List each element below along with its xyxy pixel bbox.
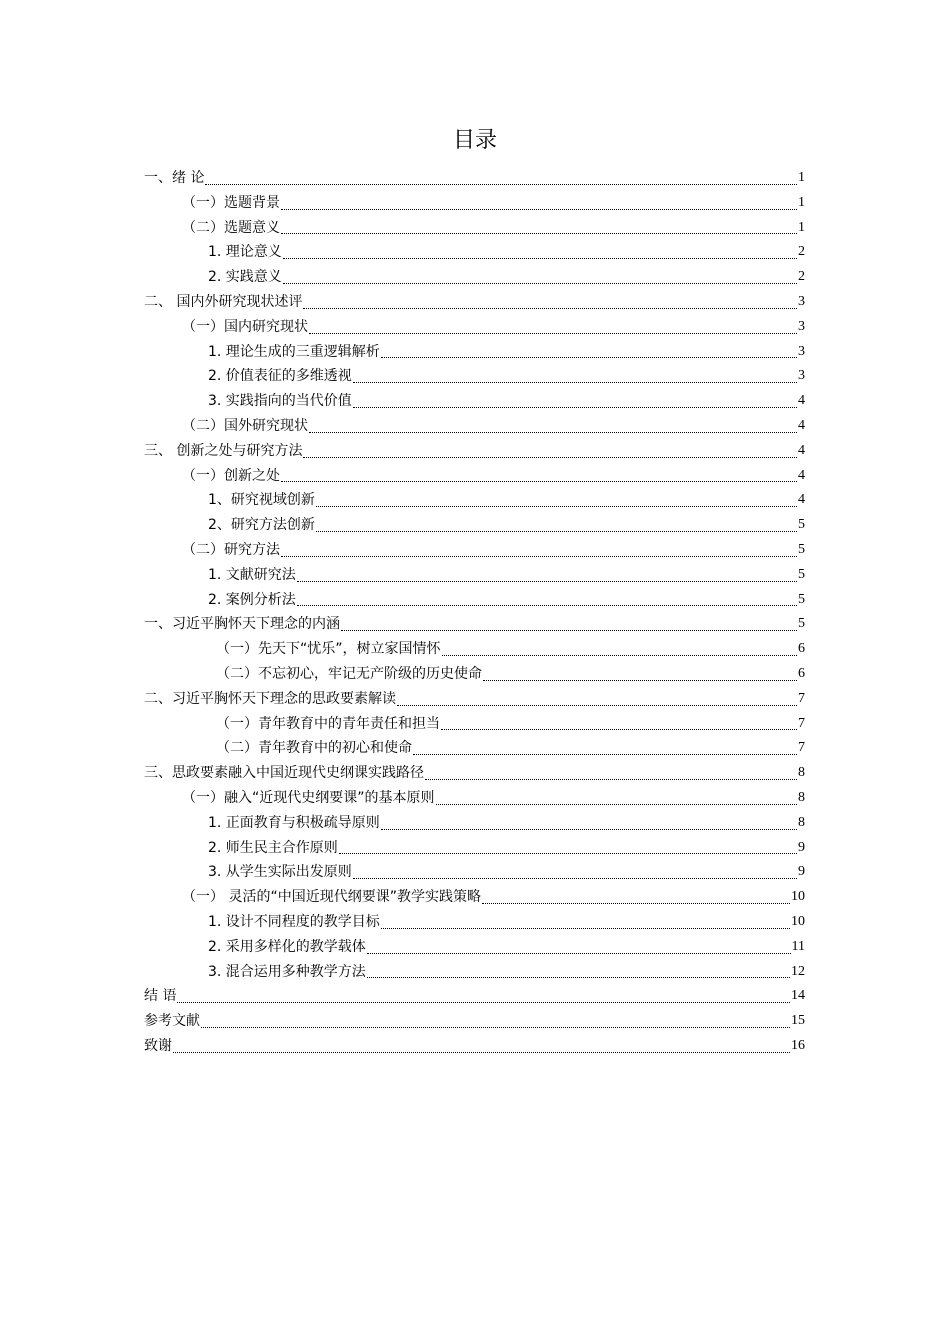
toc-entry-label: 1. 设计不同程度的教学目标 (208, 913, 380, 930)
toc-entry-label: 3. 混合运用多种教学方法 (208, 963, 366, 980)
toc-entry[interactable] (144, 960, 805, 985)
toc-page-number: 16 (791, 1037, 805, 1053)
toc-page-number: 7 (798, 740, 805, 756)
toc-page-number: 4 (798, 467, 805, 483)
toc-entry-label: 1、研究视域创新 (208, 492, 315, 509)
toc-entry-label: 三、思政要素融入中国近现代史纲课实践路径 (144, 765, 424, 782)
toc-entry-label: 结 语 (144, 988, 177, 1005)
toc-entry[interactable] (144, 265, 805, 290)
toc-page-number: 7 (798, 690, 805, 706)
toc-page-number: 9 (798, 839, 805, 855)
page-title: 目录 (452, 128, 497, 153)
toc-dot-leader (201, 1026, 790, 1028)
toc-entry-label: 2. 实践意义 (208, 269, 282, 286)
toc-dot-leader (309, 431, 797, 433)
toc-page-number: 12 (791, 963, 805, 979)
toc-entry-label: （一）选题背景 (182, 194, 280, 211)
toc-entry-label: 3. 实践指向的当代价值 (208, 393, 352, 410)
toc-entry[interactable] (144, 984, 805, 1009)
toc-entry[interactable] (144, 612, 805, 637)
toc-entry-label: 1. 文献研究法 (208, 566, 296, 583)
toc-dot-leader (442, 654, 797, 656)
toc-dot-leader (303, 456, 797, 458)
toc-page-number: 6 (798, 641, 805, 657)
toc-dot-leader (482, 902, 790, 904)
toc-entry-label: 2. 案例分析法 (208, 591, 296, 608)
toc-page-number: 4 (798, 417, 805, 433)
toc-page-number: 3 (798, 343, 805, 359)
toc-dot-leader (367, 952, 791, 954)
toc-entry[interactable] (144, 786, 805, 811)
toc-entry-label: 2. 采用多样化的教学载体 (208, 938, 366, 955)
toc-page-number: 1 (798, 194, 805, 210)
toc-entry[interactable] (144, 885, 805, 910)
toc-page-number: 8 (798, 814, 805, 830)
toc-entry[interactable] (144, 216, 805, 241)
toc-page-number: 5 (798, 566, 805, 582)
toc-dot-leader (341, 629, 797, 631)
toc-entry[interactable] (144, 290, 805, 315)
toc-dot-leader (316, 530, 797, 532)
toc-entry-label: 1. 理论生成的三重逻辑解析 (208, 343, 380, 360)
toc-page-number: 9 (798, 864, 805, 880)
toc-entry[interactable] (144, 687, 805, 712)
toc-page-number: 14 (791, 988, 805, 1004)
toc-dot-leader (413, 753, 797, 755)
toc-dot-leader (297, 604, 797, 606)
toc-page-number: 11 (791, 938, 805, 954)
toc-entry-label: 致谢 (144, 1037, 172, 1054)
toc-entry[interactable] (144, 315, 805, 340)
toc-entry[interactable] (144, 240, 805, 265)
toc-entry[interactable] (144, 191, 805, 216)
toc-entry-label: （一）先天下“忧乐”，树立家国情怀 (216, 641, 441, 658)
toc-entry[interactable] (144, 811, 805, 836)
toc-entry-label: （一） 灵活的“中国近现代纲要课”教学实践策略 (182, 889, 481, 906)
toc-entry-label: 一、习近平胸怀天下理念的内涵 (144, 616, 340, 633)
toc-page-number: 3 (798, 293, 805, 309)
toc-page-number: 10 (791, 913, 805, 929)
toc-entry-label: 三、 创新之处与研究方法 (144, 442, 303, 459)
toc-entry[interactable] (144, 1034, 805, 1059)
toc-dot-leader (316, 505, 797, 507)
toc-entry-label: （二）青年教育中的初心和使命 (216, 740, 412, 757)
toc-dot-leader (353, 406, 797, 408)
toc-page-number: 4 (798, 492, 805, 508)
toc-dot-leader (381, 927, 790, 929)
toc-dot-leader (397, 704, 797, 706)
table-of-contents (144, 166, 805, 1059)
toc-entry[interactable] (144, 464, 805, 489)
toc-entry-label: 2. 价值表征的多维透视 (208, 368, 352, 385)
toc-page-number: 1 (798, 170, 805, 185)
toc-dot-leader (281, 555, 797, 557)
toc-dot-leader (283, 282, 797, 284)
toc-dot-leader (367, 976, 790, 978)
toc-entry-label: （二）国外研究现状 (182, 417, 308, 434)
toc-entry-label: 2、研究方法创新 (208, 517, 315, 534)
toc-page-number: 15 (791, 1013, 805, 1029)
toc-dot-leader (436, 803, 797, 805)
toc-page-number: 2 (798, 269, 805, 285)
toc-entry-label: 1. 理论意义 (208, 244, 282, 261)
toc-dot-leader (205, 183, 797, 185)
toc-dot-leader (173, 1051, 790, 1053)
toc-dot-leader (353, 877, 797, 879)
toc-dot-leader (483, 679, 797, 681)
toc-entry[interactable] (144, 712, 805, 737)
toc-page-number: 5 (798, 616, 805, 632)
toc-entry-label: （二）选题意义 (182, 219, 280, 236)
toc-page-number: 8 (798, 789, 805, 805)
toc-dot-leader (339, 852, 797, 854)
toc-page-number: 2 (798, 244, 805, 260)
toc-entry[interactable] (144, 910, 805, 935)
toc-page-number: 10 (791, 889, 805, 905)
toc-entry-label: （一）国内研究现状 (182, 318, 308, 335)
toc-entry[interactable] (144, 935, 805, 960)
toc-entry[interactable] (144, 166, 805, 191)
toc-entry[interactable] (144, 563, 805, 588)
toc-entry-label: 一、绪 论 (144, 170, 205, 186)
toc-dot-leader (353, 381, 797, 383)
toc-entry[interactable] (144, 761, 805, 786)
toc-page-number: 5 (798, 517, 805, 533)
toc-entry[interactable] (144, 736, 805, 761)
toc-entry-label: 二、习近平胸怀天下理念的思政要素解读 (144, 690, 396, 707)
toc-entry[interactable] (144, 836, 805, 861)
toc-page-number: 4 (798, 442, 805, 458)
toc-entry-label: （一）创新之处 (182, 467, 280, 484)
toc-page-number: 5 (798, 541, 805, 557)
toc-entry[interactable] (144, 662, 805, 687)
toc-page-number: 4 (798, 393, 805, 409)
toc-entry-label: 3. 从学生实际出发原则 (208, 864, 352, 881)
toc-entry[interactable] (144, 588, 805, 613)
toc-page-number: 5 (798, 591, 805, 607)
toc-dot-leader (281, 480, 797, 482)
toc-page-number: 8 (798, 765, 805, 781)
toc-entry[interactable] (144, 340, 805, 365)
toc-dot-leader (177, 1001, 790, 1003)
toc-dot-leader (281, 208, 797, 210)
toc-page-number: 6 (798, 665, 805, 681)
toc-entry[interactable] (144, 513, 805, 538)
toc-entry-label: 2. 师生民主合作原则 (208, 839, 338, 856)
toc-dot-leader (303, 307, 797, 309)
toc-dot-leader (297, 580, 797, 582)
toc-entry[interactable] (144, 637, 805, 662)
toc-entry[interactable] (144, 860, 805, 885)
toc-entry-label: （二）研究方法 (182, 541, 280, 558)
toc-page-number: 3 (798, 318, 805, 334)
toc-entry-label: 参考文献 (144, 1013, 200, 1030)
toc-page-number: 7 (798, 715, 805, 731)
toc-entry[interactable] (144, 488, 805, 513)
toc-dot-leader (309, 332, 797, 334)
toc-dot-leader (283, 257, 797, 259)
toc-entry-label: （二）不忘初心，牢记无产阶级的历史使命 (216, 665, 482, 682)
toc-entry-label: （一）青年教育中的青年责任和担当 (216, 715, 440, 732)
toc-dot-leader (381, 828, 797, 830)
toc-entry-label: 1. 正面教育与积极疏导原则 (208, 814, 380, 831)
toc-entry-label: 二、 国内外研究现状述评 (144, 293, 303, 310)
toc-page-number: 1 (798, 219, 805, 235)
toc-entry[interactable] (144, 364, 805, 389)
toc-dot-leader (281, 232, 797, 234)
toc-entry[interactable] (144, 1009, 805, 1034)
toc-entry[interactable] (144, 439, 805, 464)
toc-dot-leader (441, 728, 797, 730)
toc-entry[interactable] (144, 538, 805, 563)
toc-entry-label: （一）融入“近现代史纲要课”的基本原则 (182, 789, 435, 806)
toc-entry[interactable] (144, 414, 805, 439)
toc-page-number: 3 (798, 368, 805, 384)
toc-entry[interactable] (144, 389, 805, 414)
toc-dot-leader (425, 778, 797, 780)
toc-dot-leader (381, 356, 797, 358)
